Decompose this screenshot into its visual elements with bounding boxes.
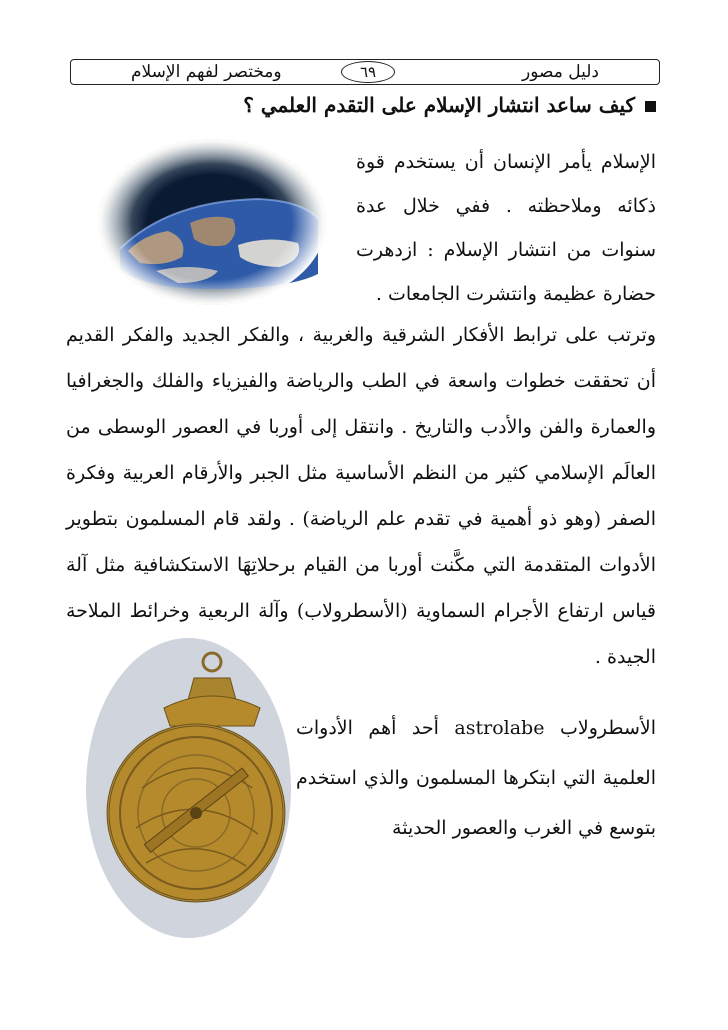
book-subtitle: ومختصر لفهم الإسلام [131, 62, 282, 82]
page-number: ٦٩ [341, 61, 395, 83]
section-heading-text: كيف ساعد انتشار الإسلام على التقدم العلمي ؟ [243, 93, 635, 117]
book-title: دليل مصور [522, 62, 599, 82]
astrolabe-caption: الأسطرولاب astrolabe أحد أهم الأدوات العلمية التي ابتكرها المسلمون والذي استخدم بتوسع في الغرب والعصور الحديثة [296, 717, 656, 839]
main-paragraph: وترتب على ترابط الأفكار الشرقية والغربية ، والفكر الجديد والفكر القديم أن تحققت خطوات واسعة في الطب والرياضة والفيزياء والفلك والجغرافيا والعمارة والفن والأدب والتاريخ . وانتقل إلى أوربا في العصور الوسطى من العالَم الإسلامي كثير من النظم الأساسية مثل الجبر والأرقام العربية وفكرة الصفر (وهو ذو أهمية في تقدم علم الرياضة) . ولقد قام المسلمون بتطوير الأدوات المتقدمة التي مكَّنت أوربا من القيام برحلاتِهَا الاستكشافية مثل آلة قياس ارتفاع الأجرام السماوية (الأسطرولاب) وآلة الربعية وخرائط الملاحة الجيدة . [66, 324, 656, 668]
bullet-square-icon [645, 101, 656, 112]
astrolabe-image [86, 638, 291, 938]
page-header [70, 59, 660, 85]
earth-from-space-image [98, 139, 326, 305]
section-heading [196, 93, 656, 117]
intro-paragraph: الإسلام يأمر الإنسان أن يستخدم قوة ذكائه وملاحظته . ففي خلال عدة سنوات من انتشار الإسلام : ازدهرت حضارة عظيمة وانتشرت الجامعات . [356, 151, 656, 305]
